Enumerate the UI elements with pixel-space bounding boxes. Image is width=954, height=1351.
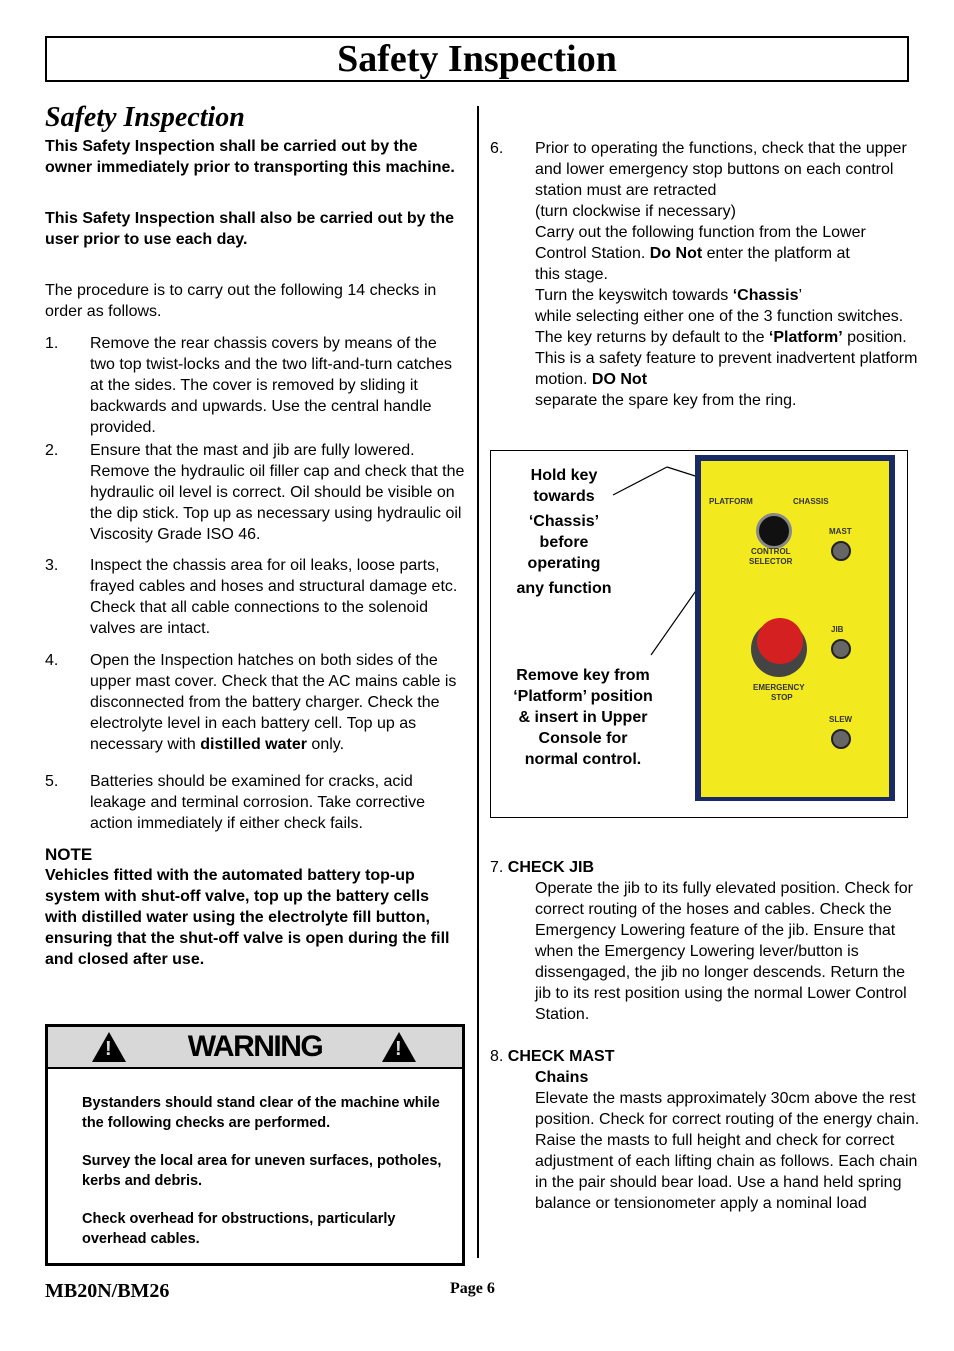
item-text: Elevate the masts approximately 30cm above the rest position. Check for correct routing of the energy chain. Raise the masts to full height and check for correct adjustment of each lifting chain as follows. Each chain in the pair should bear load. Use a hand held spring balance or tensionometer apply a nominal load (535, 1090, 920, 1212)
check-item-7 (490, 857, 920, 1025)
item-number: 1. (45, 335, 59, 352)
check-item-1 (45, 333, 465, 438)
jib-switch-icon (831, 639, 851, 659)
warning-title: WARNING (187, 1030, 323, 1063)
page-title: Safety Inspection (337, 38, 617, 80)
item-number: 6. (490, 140, 504, 157)
item-text: Remove the rear chassis covers by means of the two top twist-locks and the two lift-and-turn catches at the sides. The cover is removed by sliding it backwards and upwards. Use the central handle provided. (90, 335, 452, 436)
item6-paragraph-2: (turn clockwise if necessary) (535, 203, 736, 220)
check-item-5 (45, 771, 465, 834)
right-column-item-6 (490, 138, 920, 411)
item-number: 7. (490, 859, 504, 876)
item-title: CHECK MAST (507, 1048, 615, 1065)
intro-paragraph-1: This Safety Inspection shall be carried out by the owner immediately prior to transporting this machine. (45, 138, 455, 176)
callout-hold-key: Hold key towards ‘Chassis’ before operating any function (516, 467, 612, 597)
panel-label: MAST (829, 527, 852, 536)
item-title: CHECK JIB (507, 859, 595, 876)
panel-label: STOP (771, 693, 793, 702)
item-number: 3. (45, 557, 59, 574)
check-item-2 (45, 440, 465, 545)
note-title: NOTE (45, 845, 93, 864)
warning-header (48, 1027, 462, 1069)
left-column (45, 100, 465, 970)
item-text-bold: distilled water (200, 736, 307, 753)
item6-paragraph-3: Carry out the following function from the Lower Control Station. Do Not enter the platform at this stage. (535, 224, 866, 283)
item6-paragraph-5: while selecting either one of the 3 function switches. The key returns by default to the ‘Platform’ position. This is a safety feature to prevent inadvertent platform motion. DO Not separate the spare key from the ring. (535, 308, 918, 409)
note-text: Vehicles fitted with the automated battery top-up system with shut-off valve, top up the battery cells with distilled water using the electrolyte fill button, ensuring that the shut-off valve is open during the fill and closed after use. (45, 867, 450, 968)
item-text: Operate the jib to its fully elevated position. Check for correct routing of the hoses and cables. Check the Emergency Lowering feature of the jib. Ensure that when the Emergency Lowering lever/button is dissengaged, the jib no longer descends. Return the jib to its rest position using the normal Lower Control Station. (535, 880, 913, 1023)
item-subtitle: Chains (535, 1069, 589, 1086)
item-text: Batteries should be examined for cracks, acid leakage and terminal corrosion. Take corrective action immediately if either check fails. (90, 773, 425, 832)
item6-paragraph-1: Prior to operating the functions, check that the upper and lower emergency stop buttons on each control station must are retracted (535, 140, 907, 199)
item-text: Ensure that the mast and jib are fully lowered. Remove the hydraulic oil filler cap and check that the hydraulic oil level is correct. Oil should be visible on the dip stick. Top up as necessary using hydraulic oil Viscosity Grade ISO 46. (90, 442, 465, 543)
item-number: 2. (45, 442, 59, 459)
footer-model: MB20N/BM26 (45, 1280, 170, 1302)
callout-remove-key: Remove key from ‘Platform’ position & insert in Upper Console for normal control. (513, 667, 653, 768)
emergency-stop-icon (757, 618, 803, 664)
right-column-items-7-8 (490, 857, 920, 1214)
warning-line: Survey the local area for uneven surfaces, potholes, kerbs and debris. (82, 1153, 442, 1189)
item-number: 4. (45, 652, 59, 669)
panel-face (701, 461, 889, 797)
page-title-box (45, 36, 909, 82)
warning-body (48, 1069, 462, 1249)
column-divider (477, 106, 479, 1258)
panel-label: CHASSIS (793, 497, 829, 506)
item6-paragraph-4: Turn the keyswitch towards ‘Chassis’ (535, 287, 803, 304)
check-item-3 (45, 555, 465, 639)
item-number: 5. (45, 773, 59, 790)
panel-label: SELECTOR (749, 557, 793, 566)
item-text-after: only. (306, 736, 345, 753)
warning-box (45, 1024, 465, 1266)
slew-switch-icon (831, 729, 851, 749)
warning-triangle-icon (382, 1032, 416, 1062)
section-title: Safety Inspection (45, 102, 245, 133)
control-panel-figure (490, 450, 908, 818)
panel-label: SLEW (829, 715, 853, 724)
panel-label: PLATFORM (709, 497, 753, 506)
mast-switch-icon (831, 541, 851, 561)
item-number: 8. (490, 1048, 504, 1065)
warning-line: Bystanders should stand clear of the machine while the following checks are performed. (82, 1095, 440, 1131)
check-item-6 (490, 138, 920, 411)
procedure-paragraph: The procedure is to carry out the following 14 checks in order as follows. (45, 282, 437, 320)
warning-line: Check overhead for obstructions, particularly overhead cables. (82, 1211, 396, 1247)
item-text: Inspect the chassis area for oil leaks, loose parts, frayed cables and hoses and structural damage etc. Check that all cable connections to the solenoid valves are intact. (90, 557, 458, 637)
panel-label: EMERGENCY (753, 683, 805, 692)
control-panel-photo (695, 455, 895, 801)
panel-label: CONTROL (751, 547, 791, 556)
item-text: Open the Inspection hatches on both sides of the upper mast cover. Check that the AC mains cable is disconnected from the battery charger. Check the electrolyte level in each battery cell. Top up as necessary with (90, 652, 457, 753)
panel-label: JIB (831, 625, 844, 634)
intro-paragraph-2: This Safety Inspection shall also be carried out by the user prior to use each day. (45, 210, 454, 248)
footer-page-number: Page 6 (450, 1280, 495, 1297)
check-item-4 (45, 650, 465, 755)
check-item-8 (490, 1046, 920, 1214)
key-selector-icon (756, 513, 792, 549)
